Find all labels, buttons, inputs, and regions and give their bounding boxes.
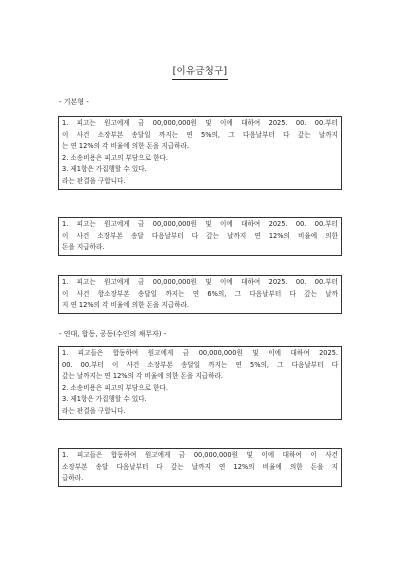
claim-line: 3. 제1항은 가집행할 수 있다. [62,395,147,404]
claim-box-5 [58,448,342,487]
claim-line: 는 연 12%의 각 비율에 의한 돈을 지급하라. [62,142,189,151]
section-heading-basic: - 기본형 - [59,98,89,106]
claim-line: 갚는 날까지는 연 12%의 각 비율에 의한 돈을 지급하라. [62,372,223,381]
document-title [0,66,400,80]
claim-line: 라는 판결을 구합니다. [62,406,126,415]
claim-line: 이 사건 항소장부본 송달일 까지는 연 6%의, 그 다음날부터 다 갚는 날까 [62,289,338,298]
claim-line: 1. 피고는 원고에게 금 00,000,000원 및 이에 대하여 2025. 00. 00.부터 [62,220,338,228]
claim-line: 1. 피고는 원고에게 금 00,000,000원 및 이에 대하여 2025. 00. 00.부터 [62,278,338,286]
claim-box-1 [58,116,342,190]
claim-line: 돈을 지급하라. [62,243,105,252]
claim-line: 00. 00.부터 이 사건 소장부본 송달일 까지는 연 5%의, 그 다음날부터 다 [62,360,338,369]
claim-line: 2. 소송비용은 피고의 부담으로 한다. [62,383,168,392]
claim-line: 1. 피고들은 합동하여 원고에게 금 00,000,000원 및 이에 대하여 2025. [62,349,338,357]
claim-line: 1. 피고는 원고에게 금 00,000,000원 및 이에 대하여 2025. 00. 00.부터 [62,119,338,127]
claim-line: 3. 제1항은 가집행할 수 있다. [62,165,147,174]
claim-box-2 [58,217,342,256]
claim-box-3 [58,275,342,314]
claim-line: 지 연 12%의 각 비율에 의한 돈을 지급하라. [62,301,189,310]
claim-line: 1. 피고들은 합동하여 원고에게 금 00,000,000원 및 이에 대하여 이 사건 [62,451,338,459]
claim-line: 급하라. [62,474,84,483]
section-heading-joint: - 연대, 합동, 공동(수인의 채무자) - [59,330,167,338]
document-title-text: [이유금청구] [172,66,229,80]
claim-line: 2. 소송비용은 피고의 부담으로 한다. [62,153,168,162]
claim-box-4 [58,346,342,420]
claim-line: 이 사건 소장부본 송달일 까지는 연 5%의, 그 다음날부터 다 갚는 날까지 [62,130,338,139]
claim-line: 소장부본 송달 다음날부터 다 갚는 날까지 연 12%의 비율에 의한 돈을 지 [62,462,338,471]
claim-line: 이 사건 소장부본 송달 다음날부터 다 갚는 날까지 연 12%의 비율에 의한 [62,231,338,240]
claim-line: 라는 판결을 구합니다. [62,176,126,185]
